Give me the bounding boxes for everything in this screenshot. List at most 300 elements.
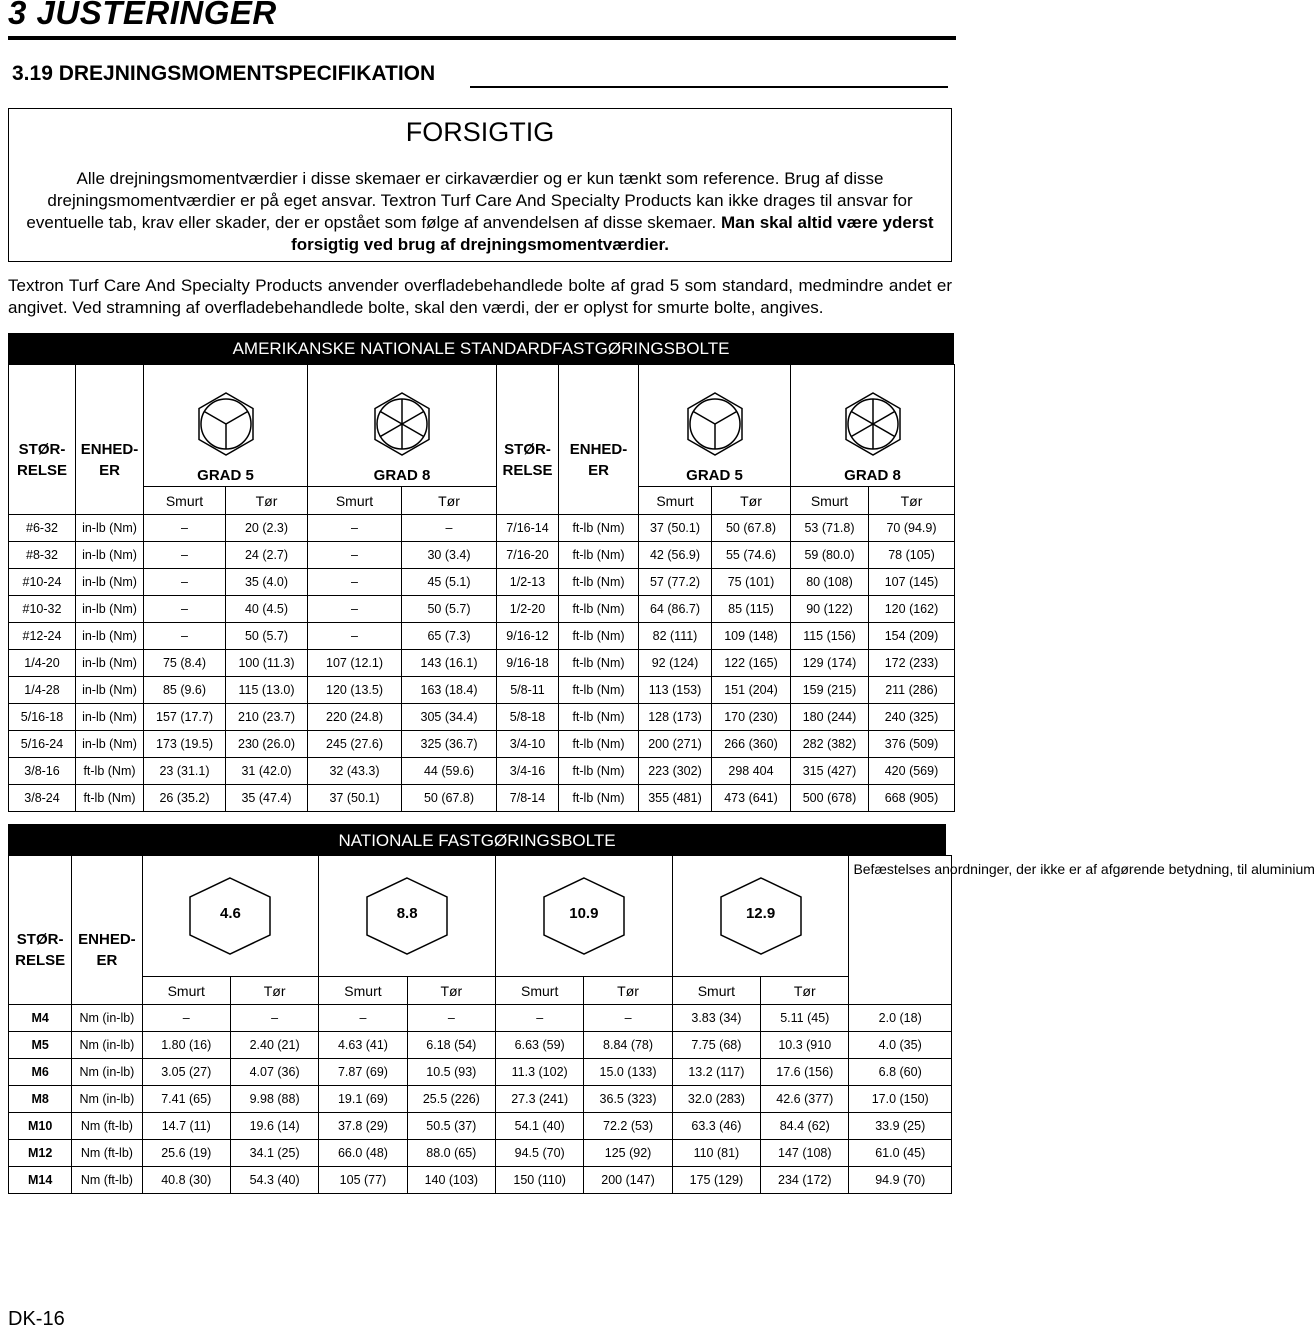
metric-blank-cell	[72, 977, 142, 1005]
unit-cell: Nm (in-lb)	[72, 1005, 142, 1032]
torque-value-cell: 157 (17.7)	[144, 704, 226, 731]
torque-value-cell: 100 (11.3)	[226, 650, 308, 677]
col-header-dry: Tør	[712, 487, 791, 515]
hex-10-9-icon	[540, 876, 628, 956]
torque-value-cell: 230 (26.0)	[226, 731, 308, 758]
torque-value-cell: 25.6 (19)	[142, 1140, 230, 1167]
unit-cell: ft-lb (Nm)	[559, 731, 639, 758]
bolt-size-cell: 3/4-16	[497, 758, 559, 785]
torque-value-cell: 211 (286)	[869, 677, 955, 704]
torque-value-cell: 25.5 (226)	[407, 1086, 495, 1113]
torque-value-cell: 147 (108)	[761, 1140, 849, 1167]
unit-cell: in-lb (Nm)	[76, 650, 144, 677]
metric-unit-header	[72, 856, 142, 977]
torque-value-cell: –	[144, 623, 226, 650]
us-size-header-left	[9, 365, 76, 487]
torque-value-cell: 7.41 (65)	[142, 1086, 230, 1113]
unit-cell: ft-lb (Nm)	[76, 758, 144, 785]
grade5-bolt-icon	[682, 391, 748, 457]
torque-value-cell: 37 (50.1)	[308, 785, 402, 812]
col-header-lubricated: Smurt	[144, 487, 226, 515]
unit-cell: Nm (in-lb)	[72, 1086, 142, 1113]
torque-value-cell: 355 (481)	[639, 785, 712, 812]
metric-unit-header-text: ENHED- ER	[78, 930, 136, 969]
torque-value-cell: 163 (18.4)	[402, 677, 497, 704]
torque-value-cell: 5.11 (45)	[761, 1005, 849, 1032]
unit-cell: Nm (ft-lb)	[72, 1167, 142, 1194]
torque-value-cell: 30 (3.4)	[402, 542, 497, 569]
unit-cell: in-lb (Nm)	[76, 623, 144, 650]
torque-value-cell: –	[402, 515, 497, 542]
torque-value-cell: 143 (16.1)	[402, 650, 497, 677]
torque-value-cell: 20 (2.3)	[226, 515, 308, 542]
bolt-size-cell: 3/8-24	[9, 785, 76, 812]
unit-cell: ft-lb (Nm)	[559, 542, 639, 569]
torque-value-cell: 19.6 (14)	[230, 1113, 318, 1140]
unit-cell: ft-lb (Nm)	[559, 785, 639, 812]
torque-value-cell: 234 (172)	[761, 1167, 849, 1194]
unit-cell: ft-lb (Nm)	[559, 596, 639, 623]
torque-value-cell: 10.3 (910	[761, 1032, 849, 1059]
table-row	[9, 515, 955, 542]
us-table-body	[9, 515, 955, 812]
torque-value-cell: 245 (27.6)	[308, 731, 402, 758]
col-header-dry: Tør	[869, 487, 955, 515]
table-row	[9, 596, 955, 623]
torque-value-cell: 223 (302)	[639, 758, 712, 785]
bolt-size-cell: 7/16-14	[497, 515, 559, 542]
us-table-title: AMERIKANSKE NATIONALE STANDARDFASTGØRINGSBOLTE	[8, 333, 954, 365]
torque-value-cell: 3.05 (27)	[142, 1059, 230, 1086]
table-row	[9, 623, 955, 650]
grade5-header-right	[639, 365, 791, 487]
torque-value-cell: 59 (80.0)	[791, 542, 869, 569]
torque-value-cell: 15.0 (133)	[584, 1059, 672, 1086]
unit-cell: ft-lb (Nm)	[559, 758, 639, 785]
metric-blank-cell	[9, 977, 72, 1005]
bolt-size-cell: M10	[9, 1113, 72, 1140]
unit-cell: ft-lb (Nm)	[559, 650, 639, 677]
bolt-size-cell: 5/16-18	[9, 704, 76, 731]
torque-value-cell: 94.5 (70)	[496, 1140, 584, 1167]
us-unit-header-right	[559, 365, 639, 487]
us-size-header-text-right: STØR- RELSE	[502, 440, 553, 479]
torque-value-cell: 305 (34.4)	[402, 704, 497, 731]
torque-value-cell: 50 (5.7)	[402, 596, 497, 623]
grade-10-9-header	[496, 856, 673, 977]
torque-value-cell: 266 (360)	[712, 731, 791, 758]
col-header-lubricated: Smurt	[639, 487, 712, 515]
torque-value-cell: 107 (145)	[869, 569, 955, 596]
torque-value-cell: –	[230, 1005, 318, 1032]
grade5-label-right: GRAD 5	[686, 467, 743, 484]
us-size-header-right	[497, 365, 559, 487]
unit-cell: in-lb (Nm)	[76, 677, 144, 704]
bolt-size-cell: 3/8-16	[9, 758, 76, 785]
torque-value-cell: 36.5 (323)	[584, 1086, 672, 1113]
bolt-size-cell: 1/2-20	[497, 596, 559, 623]
torque-value-cell: 4.07 (36)	[230, 1059, 318, 1086]
torque-value-cell: 282 (382)	[791, 731, 869, 758]
torque-value-cell: –	[308, 569, 402, 596]
torque-value-cell: 151 (204)	[712, 677, 791, 704]
torque-value-cell: 17.6 (156)	[761, 1059, 849, 1086]
unit-cell: Nm (ft-lb)	[72, 1140, 142, 1167]
torque-value-cell: 2.0 (18)	[849, 1005, 952, 1032]
torque-value-cell: –	[407, 1005, 495, 1032]
torque-value-cell: –	[144, 596, 226, 623]
col-header-lubricated: Smurt	[319, 977, 407, 1005]
aluminium-note: Befæstelses anordninger, der ikke er af afgørende betydning, til aluminium	[849, 856, 952, 1005]
torque-value-cell: 34.1 (25)	[230, 1140, 318, 1167]
bolt-size-cell: 7/16-20	[497, 542, 559, 569]
torque-value-cell: 6.63 (59)	[496, 1032, 584, 1059]
torque-value-cell: 32.0 (283)	[672, 1086, 760, 1113]
grade8-label-left: GRAD 8	[373, 467, 431, 484]
torque-value-cell: –	[584, 1005, 672, 1032]
torque-value-cell: –	[308, 596, 402, 623]
torque-value-cell: –	[144, 515, 226, 542]
col-header-dry: Tør	[584, 977, 672, 1005]
grade-10-9-label: 10.9	[569, 905, 599, 922]
col-header-lubricated: Smurt	[142, 977, 230, 1005]
torque-value-cell: 42 (56.9)	[639, 542, 712, 569]
torque-value-cell: 220 (24.8)	[308, 704, 402, 731]
bolt-size-cell: M8	[9, 1086, 72, 1113]
torque-value-cell: 2.40 (21)	[230, 1032, 318, 1059]
torque-value-cell: –	[319, 1005, 407, 1032]
bolt-size-cell: #8-32	[9, 542, 76, 569]
torque-value-cell: 84.4 (62)	[761, 1113, 849, 1140]
torque-value-cell: 170 (230)	[712, 704, 791, 731]
torque-value-cell: 35 (4.0)	[226, 569, 308, 596]
table-row	[9, 569, 955, 596]
bolt-size-cell: 3/4-10	[497, 731, 559, 758]
torque-value-cell: 315 (427)	[791, 758, 869, 785]
bolt-size-cell: 9/16-12	[497, 623, 559, 650]
grade-8-8-header	[319, 856, 496, 977]
table-row	[9, 785, 955, 812]
torque-value-cell: 200 (271)	[639, 731, 712, 758]
torque-value-cell: 7.75 (68)	[672, 1032, 760, 1059]
torque-value-cell: –	[496, 1005, 584, 1032]
col-header-lubricated: Smurt	[496, 977, 584, 1005]
unit-cell: ft-lb (Nm)	[559, 677, 639, 704]
unit-cell: in-lb (Nm)	[76, 542, 144, 569]
grade-8-8-label: 8.8	[396, 905, 418, 922]
torque-value-cell: –	[144, 569, 226, 596]
unit-cell: in-lb (Nm)	[76, 515, 144, 542]
bolt-size-cell: 7/8-14	[497, 785, 559, 812]
grade-12-9-label: 12.9	[745, 905, 776, 922]
table-row	[9, 1059, 952, 1086]
torque-value-cell: 10.5 (93)	[407, 1059, 495, 1086]
metric-table-title: NATIONALE FASTGØRINGSBOLTE	[8, 824, 946, 856]
hex-4-6-icon	[186, 876, 274, 956]
torque-value-cell: –	[308, 542, 402, 569]
bolt-size-cell: 9/16-18	[497, 650, 559, 677]
torque-value-cell: 180 (244)	[791, 704, 869, 731]
torque-value-cell: 668 (905)	[869, 785, 955, 812]
grade8-bolt-icon	[369, 391, 435, 457]
table-row	[9, 677, 955, 704]
torque-value-cell: 125 (92)	[584, 1140, 672, 1167]
torque-value-cell: 31 (42.0)	[226, 758, 308, 785]
torque-value-cell: 72.2 (53)	[584, 1113, 672, 1140]
torque-value-cell: 40 (4.5)	[226, 596, 308, 623]
torque-value-cell: 24 (2.7)	[226, 542, 308, 569]
col-header-dry: Tør	[226, 487, 308, 515]
torque-value-cell: 473 (641)	[712, 785, 791, 812]
chapter-title: 3 JUSTERINGER	[8, 0, 277, 31]
us-torque-table	[8, 364, 955, 812]
us-blank-cell	[497, 487, 559, 515]
bolt-size-cell: 1/4-20	[9, 650, 76, 677]
torque-value-cell: 66.0 (48)	[319, 1140, 407, 1167]
torque-value-cell: 159 (215)	[791, 677, 869, 704]
torque-value-cell: 80 (108)	[791, 569, 869, 596]
torque-value-cell: 298 404	[712, 758, 791, 785]
bolt-size-cell: 5/16-24	[9, 731, 76, 758]
us-unit-header-left	[76, 365, 144, 487]
torque-value-cell: 65 (7.3)	[402, 623, 497, 650]
torque-value-cell: 4.63 (41)	[319, 1032, 407, 1059]
table-row	[9, 1113, 952, 1140]
torque-value-cell: 120 (162)	[869, 596, 955, 623]
torque-value-cell: 115 (156)	[791, 623, 869, 650]
torque-value-cell: 40.8 (30)	[142, 1167, 230, 1194]
table-row	[9, 1167, 952, 1194]
torque-value-cell: 37.8 (29)	[319, 1113, 407, 1140]
torque-value-cell: 129 (174)	[791, 650, 869, 677]
us-blank-cell	[559, 487, 639, 515]
caution-title: FORSIGTIG	[405, 117, 555, 147]
table-row	[9, 542, 955, 569]
torque-value-cell: 37 (50.1)	[639, 515, 712, 542]
table-row	[9, 1086, 952, 1113]
grade8-label-right: GRAD 8	[844, 467, 901, 484]
torque-value-cell: 173 (19.5)	[144, 731, 226, 758]
bolt-size-cell: #10-32	[9, 596, 76, 623]
torque-value-cell: 8.84 (78)	[584, 1032, 672, 1059]
torque-value-cell: 107 (12.1)	[308, 650, 402, 677]
unit-cell: ft-lb (Nm)	[559, 623, 639, 650]
torque-value-cell: 33.9 (25)	[849, 1113, 952, 1140]
torque-value-cell: 120 (13.5)	[308, 677, 402, 704]
torque-value-cell: 45 (5.1)	[402, 569, 497, 596]
torque-value-cell: 210 (23.7)	[226, 704, 308, 731]
bolt-size-cell: 5/8-18	[497, 704, 559, 731]
bolt-size-cell: M4	[9, 1005, 72, 1032]
torque-value-cell: –	[144, 542, 226, 569]
torque-value-cell: 44 (59.6)	[402, 758, 497, 785]
torque-value-cell: 6.8 (60)	[849, 1059, 952, 1086]
hex-8-8-icon	[363, 876, 451, 956]
grade-12-9-header	[672, 856, 849, 977]
torque-value-cell: 23 (31.1)	[144, 758, 226, 785]
torque-value-cell: 82 (111)	[639, 623, 712, 650]
torque-value-cell: 122 (165)	[712, 650, 791, 677]
col-header-lubricated: Smurt	[672, 977, 760, 1005]
torque-value-cell: 13.2 (117)	[672, 1059, 760, 1086]
torque-value-cell: –	[142, 1005, 230, 1032]
torque-value-cell: 64 (86.7)	[639, 596, 712, 623]
table-row	[9, 650, 955, 677]
torque-value-cell: 85 (9.6)	[144, 677, 226, 704]
bolt-size-cell: 1/2-13	[497, 569, 559, 596]
torque-value-cell: 19.1 (69)	[319, 1086, 407, 1113]
torque-value-cell: 175 (129)	[672, 1167, 760, 1194]
torque-value-cell: 4.0 (35)	[849, 1032, 952, 1059]
torque-value-cell: 1.80 (16)	[142, 1032, 230, 1059]
torque-value-cell: 78 (105)	[869, 542, 955, 569]
torque-value-cell: 14.7 (11)	[142, 1113, 230, 1140]
torque-value-cell: 200 (147)	[584, 1167, 672, 1194]
unit-cell: ft-lb (Nm)	[76, 785, 144, 812]
torque-value-cell: 53 (71.8)	[791, 515, 869, 542]
torque-value-cell: 85 (115)	[712, 596, 791, 623]
torque-value-cell: 240 (325)	[869, 704, 955, 731]
torque-value-cell: 90 (122)	[791, 596, 869, 623]
hex-12-9-icon	[717, 876, 805, 956]
unit-cell: in-lb (Nm)	[76, 596, 144, 623]
col-header-lubricated: Smurt	[308, 487, 402, 515]
torque-value-cell: 75 (8.4)	[144, 650, 226, 677]
grade5-label-left: GRAD 5	[197, 467, 254, 484]
chapter-rule	[8, 36, 956, 40]
table-row	[9, 758, 955, 785]
metric-table-body	[9, 1005, 952, 1194]
bolt-size-cell: 5/8-11	[497, 677, 559, 704]
torque-value-cell: 54.1 (40)	[496, 1113, 584, 1140]
torque-value-cell: 50 (67.8)	[712, 515, 791, 542]
table-row	[9, 1032, 952, 1059]
metric-torque-table	[8, 855, 1315, 1194]
table-row	[9, 1140, 952, 1167]
unit-cell: in-lb (Nm)	[76, 569, 144, 596]
table-row	[9, 1005, 952, 1032]
torque-value-cell: 63.3 (46)	[672, 1113, 760, 1140]
torque-value-cell: 88.0 (65)	[407, 1140, 495, 1167]
torque-value-cell: 7.87 (69)	[319, 1059, 407, 1086]
caution-text	[18, 168, 942, 256]
grade8-header-right	[791, 365, 955, 487]
torque-value-cell: 150 (110)	[496, 1167, 584, 1194]
unit-cell: ft-lb (Nm)	[559, 515, 639, 542]
torque-value-cell: 109 (148)	[712, 623, 791, 650]
torque-value-cell: 42.6 (377)	[761, 1086, 849, 1113]
torque-value-cell: 26 (35.2)	[144, 785, 226, 812]
caution-body: Alle drejningsmomentværdier i disse skemaer er cirkaværdier og er kun tænkt som reference. Brug af disse drejningsmomentværdier er på eget ansvar. Textron Turf Care And Specialty Products kan ikke drages til ansvar for eventuelle tab, krav eller skader, der er opstået som følge af anvendelsen af disse skemaer.	[26, 169, 913, 232]
torque-value-cell: 376 (509)	[869, 731, 955, 758]
torque-value-cell: 61.0 (45)	[849, 1140, 952, 1167]
torque-value-cell: 110 (81)	[672, 1140, 760, 1167]
torque-value-cell: 9.98 (88)	[230, 1086, 318, 1113]
torque-value-cell: 50.5 (37)	[407, 1113, 495, 1140]
torque-value-cell: 11.3 (102)	[496, 1059, 584, 1086]
torque-value-cell: 113 (153)	[639, 677, 712, 704]
torque-value-cell: –	[308, 515, 402, 542]
us-size-header-text-left: STØR- RELSE	[16, 440, 67, 479]
torque-value-cell: 50 (5.7)	[226, 623, 308, 650]
bolt-size-cell: M6	[9, 1059, 72, 1086]
grade-4-6-header	[142, 856, 319, 977]
grade5-bolt-icon	[193, 391, 259, 457]
unit-cell: Nm (in-lb)	[72, 1032, 142, 1059]
torque-value-cell: 92 (124)	[639, 650, 712, 677]
col-header-dry: Tør	[402, 487, 497, 515]
torque-value-cell: 32 (43.3)	[308, 758, 402, 785]
unit-cell: in-lb (Nm)	[76, 704, 144, 731]
torque-value-cell: –	[308, 623, 402, 650]
torque-value-cell: 115 (13.0)	[226, 677, 308, 704]
torque-value-cell: 500 (678)	[791, 785, 869, 812]
torque-value-cell: 75 (101)	[712, 569, 791, 596]
unit-cell: Nm (in-lb)	[72, 1059, 142, 1086]
torque-value-cell: 325 (36.7)	[402, 731, 497, 758]
section-rule	[470, 86, 948, 88]
bolt-size-cell: M12	[9, 1140, 72, 1167]
bolt-size-cell: 1/4-28	[9, 677, 76, 704]
intro-paragraph: Textron Turf Care And Specialty Products anvender overfladebehandlede bolte af grad 5 som standard, medmindre andet er angivet. Ved stramning af overfladebehandlede bolte, skal den værdi, der er oplyst for smurte bolte, angives.	[8, 276, 952, 317]
us-blank-cell	[76, 487, 144, 515]
bolt-size-cell: #12-24	[9, 623, 76, 650]
col-header-lubricated: Smurt	[791, 487, 869, 515]
unit-cell: ft-lb (Nm)	[559, 704, 639, 731]
us-blank-cell	[9, 487, 76, 515]
torque-value-cell: 50 (67.8)	[402, 785, 497, 812]
grade5-header-left	[144, 365, 308, 487]
torque-value-cell: 105 (77)	[319, 1167, 407, 1194]
torque-value-cell: 3.83 (34)	[672, 1005, 760, 1032]
col-header-dry: Tør	[761, 977, 849, 1005]
bolt-size-cell: M14	[9, 1167, 72, 1194]
bolt-size-cell: M5	[9, 1032, 72, 1059]
torque-value-cell: 128 (173)	[639, 704, 712, 731]
torque-value-cell: 57 (77.2)	[639, 569, 712, 596]
caution-bold: Man skal altid være yderst forsigtig ved brug af drejningsmomentværdier.	[291, 213, 934, 254]
section-title: 3.19 DREJNINGSMOMENTSPECIFIKATION	[12, 62, 436, 85]
grade-4-6-label: 4.6	[219, 905, 241, 922]
unit-cell: ft-lb (Nm)	[559, 569, 639, 596]
table-row	[9, 731, 955, 758]
torque-value-cell: 154 (209)	[869, 623, 955, 650]
torque-value-cell: 54.3 (40)	[230, 1167, 318, 1194]
us-unit-header-text-left: ENHED- ER	[80, 440, 139, 479]
torque-value-cell: 172 (233)	[869, 650, 955, 677]
torque-value-cell: 27.3 (241)	[496, 1086, 584, 1113]
col-header-dry: Tør	[407, 977, 495, 1005]
unit-cell: Nm (ft-lb)	[72, 1113, 142, 1140]
torque-value-cell: 140 (103)	[407, 1167, 495, 1194]
metric-size-header-text: STØR- RELSE	[15, 930, 66, 969]
grade8-bolt-icon	[840, 391, 906, 457]
metric-size-header	[9, 856, 72, 977]
torque-value-cell: 17.0 (150)	[849, 1086, 952, 1113]
table-row	[9, 704, 955, 731]
torque-value-cell: 6.18 (54)	[407, 1032, 495, 1059]
torque-value-cell: 420 (569)	[869, 758, 955, 785]
bolt-size-cell: #6-32	[9, 515, 76, 542]
torque-value-cell: 94.9 (70)	[849, 1167, 952, 1194]
unit-cell: in-lb (Nm)	[76, 731, 144, 758]
col-header-dry: Tør	[230, 977, 318, 1005]
torque-value-cell: 55 (74.6)	[712, 542, 791, 569]
us-unit-header-text-right: ENHED- ER	[569, 440, 628, 479]
grade8-header-left	[308, 365, 497, 487]
page-number: DK-16	[8, 1308, 65, 1330]
bolt-size-cell: #10-24	[9, 569, 76, 596]
